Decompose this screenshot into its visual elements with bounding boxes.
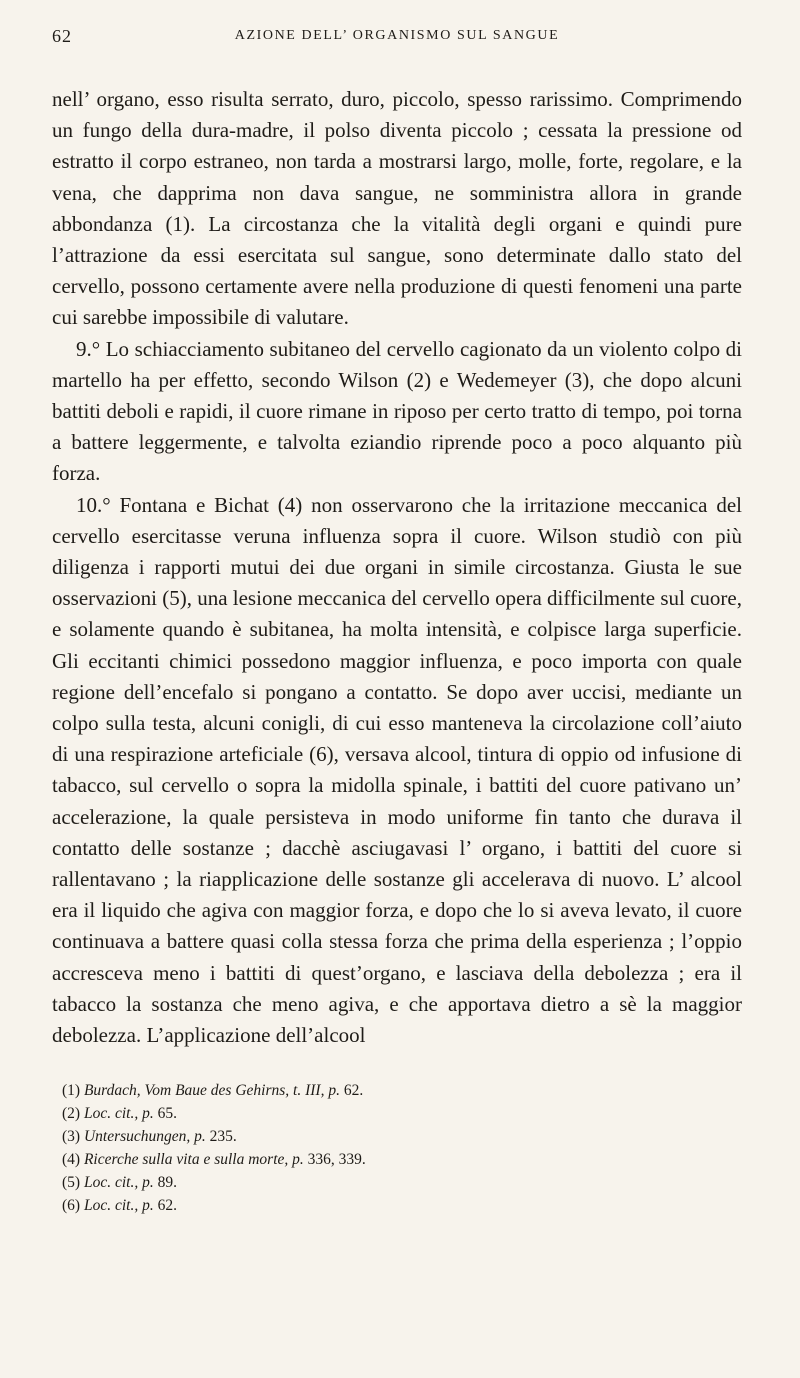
footnote-3 (62, 1125, 742, 1148)
page-number: 62 (52, 26, 72, 46)
footnote-source: Loc. cit., p. (83, 1197, 154, 1215)
footnote-5 (62, 1171, 742, 1194)
paragraph-10: 10.° Fontana e Bichat (4) non osservarono che la irritazione meccanica del cervello esercitasse veruna influenza sopra il cuore. Wilson studiò con più diligenza i rapporti mutui dei due organi in simile circostanza. Giusta le sue osservazioni (5), una lesione meccanica del cervello opera difficilmente sul cuore, e solamente quando è subitanea, ha molta intensità, e colpisce larga superficie. Gli eccitanti chimici possedono maggior influenza, e poco importa con quale regione dell’encefalo si pongano a contatto. Se dopo aver uccisi, mediante un colpo sulla testa, alcuni conigli, di cui esso manteneva la circolazione coll’aiuto di una respirazione arteficiale (6), versava alcool, tintura di oppio od infusione di tabacco, sul cervello o sopra la midolla spinale, i battiti del cuore pativano un’ accelerazione, la quale persisteva in modo uniforme fin tanto che durava il contatto delle sostanze ; dacchè asciugavasi l’ organo, i battiti del cuore si rallentavano ; la riapplicazione delle sostanze gli accelerava di nuovo. L’ alcool era il liquido che agiva con maggior forza, e dopo che lo si aveva levato, il cuore continuava a battere quasi colla stessa forza che prima della esperienza ; l’oppio accresceva meno i battiti di quest’organo, e lasciava della debolezza ; era il tabacco la sostanza che meno agiva, e che apportava dietro a sè la maggior debolezza. L’applicazione dell’alcool (52, 492, 742, 1048)
footnote-mark: (1) (62, 1082, 81, 1100)
footnote-mark: (4) (62, 1151, 81, 1169)
footnote-mark: (3) (62, 1128, 81, 1146)
running-head (52, 22, 742, 54)
footnote-page: 235. (209, 1128, 237, 1146)
footnote-4 (62, 1148, 742, 1171)
footnote-2 (62, 1102, 742, 1125)
footnote-6 (62, 1194, 742, 1217)
footnotes (52, 1079, 742, 1217)
running-title: AZIONE DELL’ ORGANISMO SUL SANGUE (234, 28, 560, 43)
footnote-mark: (6) (62, 1197, 81, 1215)
footnote-page: 89. (157, 1174, 177, 1192)
footnote-source: Loc. cit., p. (83, 1105, 154, 1123)
footnote-page: 62. (157, 1197, 177, 1215)
footnote-source: Burdach, Vom Baue des Gehirns, t. III, p. (83, 1082, 340, 1100)
page (52, 22, 742, 1217)
footnote-source: Ricerche sulla vita e sulla morte, p. (83, 1151, 304, 1169)
footnote-page: 65. (157, 1105, 177, 1123)
footnote-source: Loc. cit., p. (83, 1174, 154, 1192)
footnote-1 (62, 1079, 742, 1102)
footnote-page: 336, 339. (307, 1151, 366, 1169)
footnote-mark: (5) (62, 1174, 81, 1192)
footnote-source: Untersuchungen, p. (83, 1128, 206, 1146)
footnote-page: 62. (343, 1082, 364, 1100)
paragraph-9: 9.° Lo schiacciamento subitaneo del cervello cagionato da un violento colpo di martello ha per effetto, secondo Wilson (2) e Wedemeyer (3), che dopo alcuni battiti deboli e rapidi, il cuore rimane in riposo per certo tratto di tempo, poi torna a battere leggermente, e talvolta eziandio riprende poco a poco alquanto più forza. (52, 336, 742, 486)
paragraph-continuation: nell’ organo, esso risulta serrato, duro, piccolo, spesso rarissimo. Comprimendo un fungo della dura-madre, il polso diventa piccolo ; cessata la pressione od estratto il corpo estraneo, non tarda a mostrarsi largo, molle, forte, regolare, e la vena, che dapprima non dava sangue, ne somministra allora in grande abbondanza (1). La circostanza che la vitalità degli organi e quindi pure l’attrazione da essi esercitata sul sangue, sono determinate dallo stato del cervello, possono certamente avere nella produzione di questi fenomeni una parte cui sarebbe impossibile di valutare. (52, 87, 742, 330)
footnote-mark: (2) (62, 1105, 81, 1123)
body-text (52, 84, 742, 1051)
